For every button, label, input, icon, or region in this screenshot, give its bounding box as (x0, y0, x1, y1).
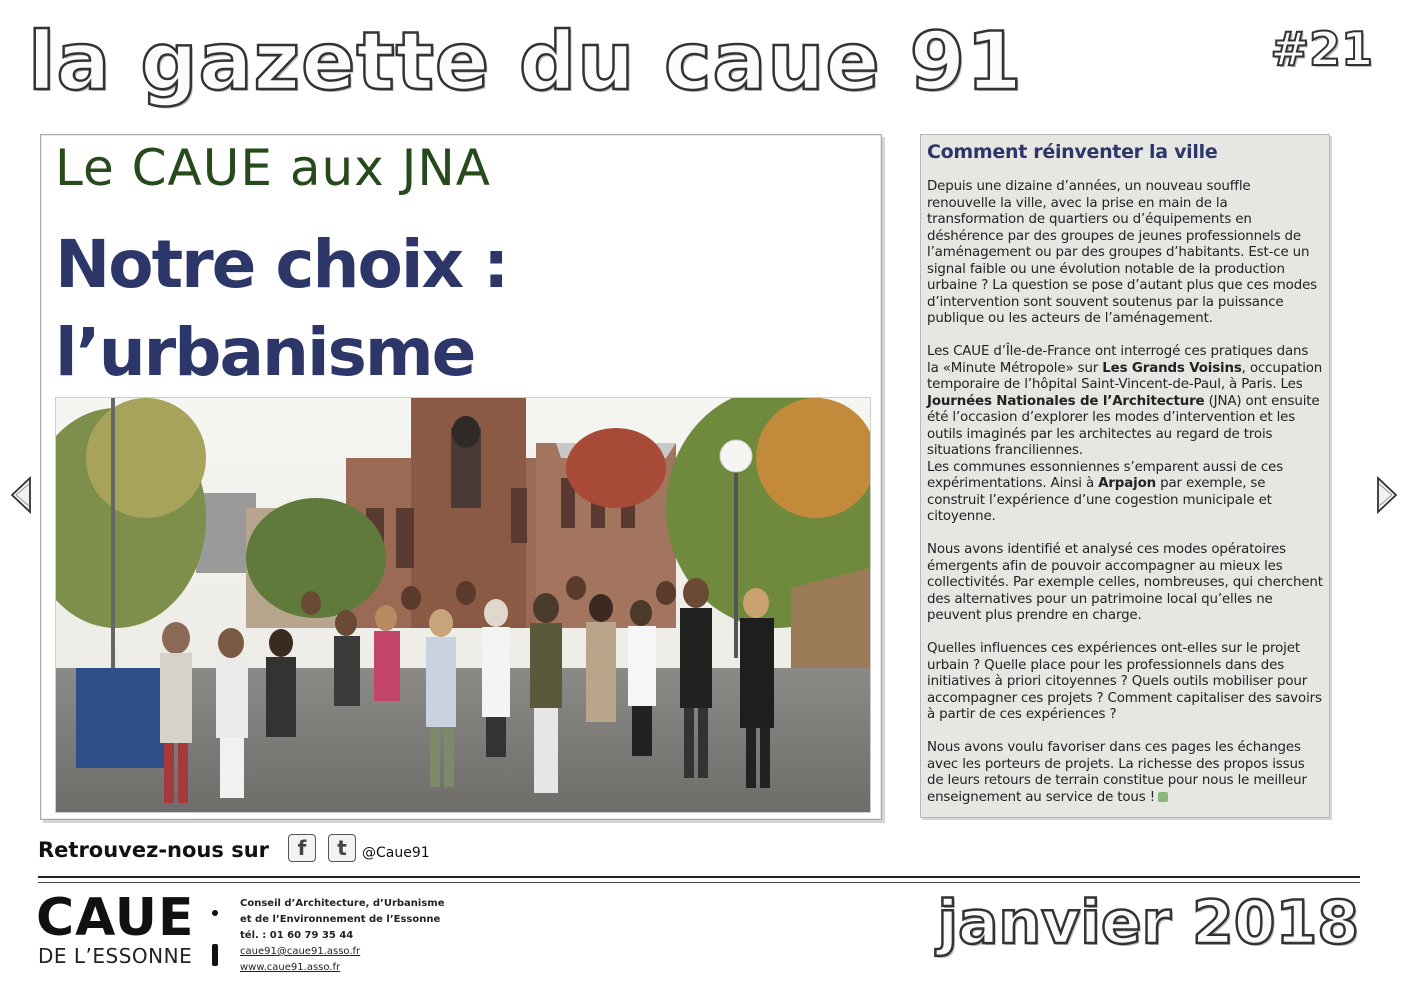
smiley-icon (1158, 792, 1168, 802)
twitter-icon[interactable]: t (328, 834, 356, 862)
issue-number: #21 (1270, 22, 1373, 76)
triangle-right-icon (1376, 476, 1398, 514)
sidebar-paragraph-5 (927, 740, 1323, 806)
caue-logo: CAUE (36, 888, 195, 948)
sidebar-title: Comment réinventer la ville (927, 141, 1218, 163)
sidebar-editorial (920, 134, 1330, 818)
p2-jna: Journées Nationales de l’Architecture (927, 393, 1205, 409)
footer-rule-top (38, 876, 1360, 878)
social-label: Retrouvez-nous sur (38, 838, 269, 862)
headline-line-1: Notre choix : (55, 226, 508, 303)
triangle-left-icon (10, 476, 32, 514)
sidebar-paragraph-2 (927, 344, 1323, 526)
facebook-icon[interactable]: f (288, 834, 316, 862)
issue-date: janvier 2018 (937, 888, 1359, 958)
organization-info (240, 896, 470, 976)
org-phone: tél. : 01 60 79 35 44 (240, 930, 354, 941)
sidebar-paragraph-3: Nous avons identifié et analysé ces modes opératoires émergents afin de pouvoir accompagner au mieux les collectivités. Par exemple celles, nombreuses, qui cherchent des alternatives pour un patrimoine local qu’elles ne peuvent plus prendre en charge. (927, 542, 1323, 623)
p2-text-c: , occupation temporaire de l’hôpital Saint-Vincent-de-Paul, à Paris. Les (927, 360, 1323, 392)
main-article-card (40, 134, 882, 820)
p2-text-e: (JNA) ont ensuite été l’occasion d’explorer les modes d’intervention et les outils imaginés par les architectes au regard de trois situations franciliennes. (927, 393, 1320, 458)
masthead-title: la gazette du caue 91 (28, 15, 1023, 108)
twitter-handle[interactable]: @Caue91 (362, 845, 430, 861)
org-website-link[interactable]: www.caue91.asso.fr (240, 962, 341, 973)
headline-line-2: l’urbanisme (55, 314, 475, 391)
caue-logo-subtitle: DE L’ESSONNE (38, 944, 193, 968)
group-visit-photo (56, 398, 870, 812)
org-name-line-2: et de l’Environnement de l’Essonne (240, 914, 441, 925)
org-email-link[interactable]: caue91@caue91.asso.fr (240, 946, 361, 957)
p2-text-h: par exemple, se construit l’expérience d’une cogestion municipale et citoyenne. (927, 476, 1272, 524)
sidebar-paragraph-1: Depuis une dizaine d’années, un nouveau souffle renouvelle la ville, avec la prise en main de la transformation de quartiers ou d’équipements en déshérence par des groupes de jeunes professionnels de l’aménagement ou par des groupes d’habitants. Est-ce un signal faible ou une évolution notable de la production urbaine ? La question se pose d’autant plus que ces modes d’intervention sont souvent soutenus par la puissance publique ou les acteurs de l’aménagement. (927, 179, 1317, 326)
p2-text-a: Les CAUE d’Île-de-France ont interrogé ces pratiques dans la «Minute Métropole» sur (927, 344, 1309, 376)
footer-rule-bottom (38, 882, 1360, 883)
p5-text: Nous avons voulu favoriser dans ces pages les échanges avec les porteurs de projets. La richesse des propos issus de leurs retours de terrain constitue pour nous le meilleur enseignement au service de tous ! (927, 740, 1307, 805)
sidebar-paragraph-4: Quelles influences ces expériences ont-elles sur le projet urbain ? Quelle place pour les professionnels dans des initiatives à priori citoyennes ? Quels outils mobiliser pour accompagner ces projets ? Comment capitaliser des savoirs à partir de ces expériences ? (927, 641, 1322, 722)
org-name-line-1: Conseil d’Architecture, d’Urbanisme (240, 898, 445, 909)
article-photo (55, 397, 871, 813)
article-kicker: Le CAUE aux JNA (55, 139, 491, 197)
p2-arpajon: Arpajon (1098, 476, 1157, 491)
logo-mark (212, 910, 218, 966)
p2-text-f: Les communes essonniennes s’emparent aussi de ces expérimentations. Ainsi à (927, 459, 1284, 491)
p2-grands-voisins: Les Grands Voisins (1102, 360, 1242, 376)
